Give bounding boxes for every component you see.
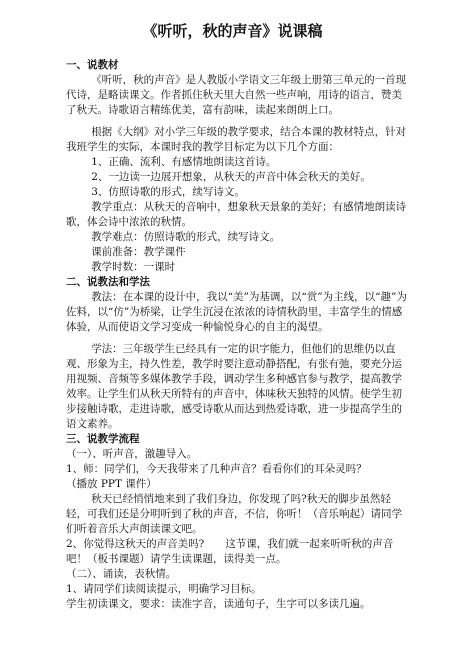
goal-item: 2、一边读一边展开想象，从秋天的声音中体会秋天的美好。 [91, 171, 371, 183]
goal-item: 1、正确、流利、有感情地朗读这首诗。 [91, 156, 277, 168]
step-heading: （一）、听声音，激趣导入。 [66, 448, 198, 460]
paragraph: 1、请同学们读阅读提示，明确学习目标。 [66, 583, 262, 595]
document-body [66, 58, 408, 612]
paragraph: 根据《大纲》对小学三年级的教学要求，结合本课的教材特点，针对我班学生的实际，本课时我的教学目标定为以下几个方面： [66, 126, 407, 153]
section-heading-materials: 一、说教材 [66, 59, 119, 71]
paragraph: 教法：在本课的设计中，我以“美”为基调，以“赏”为主线，以“趣”为佐料，以“仿”为桥梁，让学生沉浸在浓浓的诗情秋韵里，丰富学生的情感体验，从而使语文学习变成一种愉悦身心的自主的渴望。 [66, 291, 407, 333]
section-heading-process: 三、说教学流程 [66, 433, 140, 445]
paragraph: 秋天已经悄悄地来到了我们身边，你发现了吗?秋天的脚步虽然轻轻，可我们还是分明听到了秋的声音，不信，你听！（音乐响起）请同学们听着音乐大声朗读课文吧。 [66, 493, 402, 535]
document-title: 《听听，秋的声音》说课稿 [142, 22, 323, 40]
key-point: 教学重点：从秋天的音响中，想象秋天景象的美好；有感情地朗读诗歌，体会诗中浓浓的秋情。 [66, 201, 407, 228]
section-heading-methods: 二、说教法和学法 [66, 276, 150, 288]
goal-item: 3、仿照诗歌的形式，续写诗文。 [91, 186, 245, 198]
paragraph: 学生初读课文，要求：读准字音，读通句子，生字可以多读几遍。 [66, 598, 371, 610]
paragraph: 学法：三年级学生已经具有一定的识字能力，但他们的思维仍以直观、形象为主，持久性差，教学时要注意动静搭配，有张有弛，要充分运用视频、音频等多媒体教学手段，调动学生多种感官参与教学，提高教学效率。让学生们从秋天所特有的声音中，体味秋天独特的风情。使学生初步接触诗歌，走进诗歌，感受诗歌从而达到热爱诗歌，进一步提高学生的语文素养。 [66, 343, 402, 430]
paragraph: 《听听，秋的声音》是人教版小学语文三年级上册第三单元的一首现代诗，是略读课文。作者抓住秋天里大自然一些声响，用诗的语言，赞美了秋天。诗歌语言精练优美，富有韵味，读起来朗朗上口。 [66, 74, 407, 116]
difficulty: 教学难点：仿照诗歌的形式，续写诗文。 [91, 231, 281, 243]
step-heading: （二）、诵读，表秋情。 [66, 568, 177, 580]
preparation: 课前准备：教学课件 [91, 246, 186, 258]
paragraph: 1、师：同学们，今天我带来了几种声音？看看你们的耳朵灵吗？ [66, 463, 367, 475]
paragraph: （播放 PPT 课件） [66, 478, 157, 490]
paragraph: 2、你觉得这秋天的声音美吗? 这节课，我们就一起来听听秋的声音吧！（板书课题）请学生读课题，读得美一点。 [66, 538, 394, 565]
teaching-time: 教学时数：一课时 [91, 261, 176, 273]
